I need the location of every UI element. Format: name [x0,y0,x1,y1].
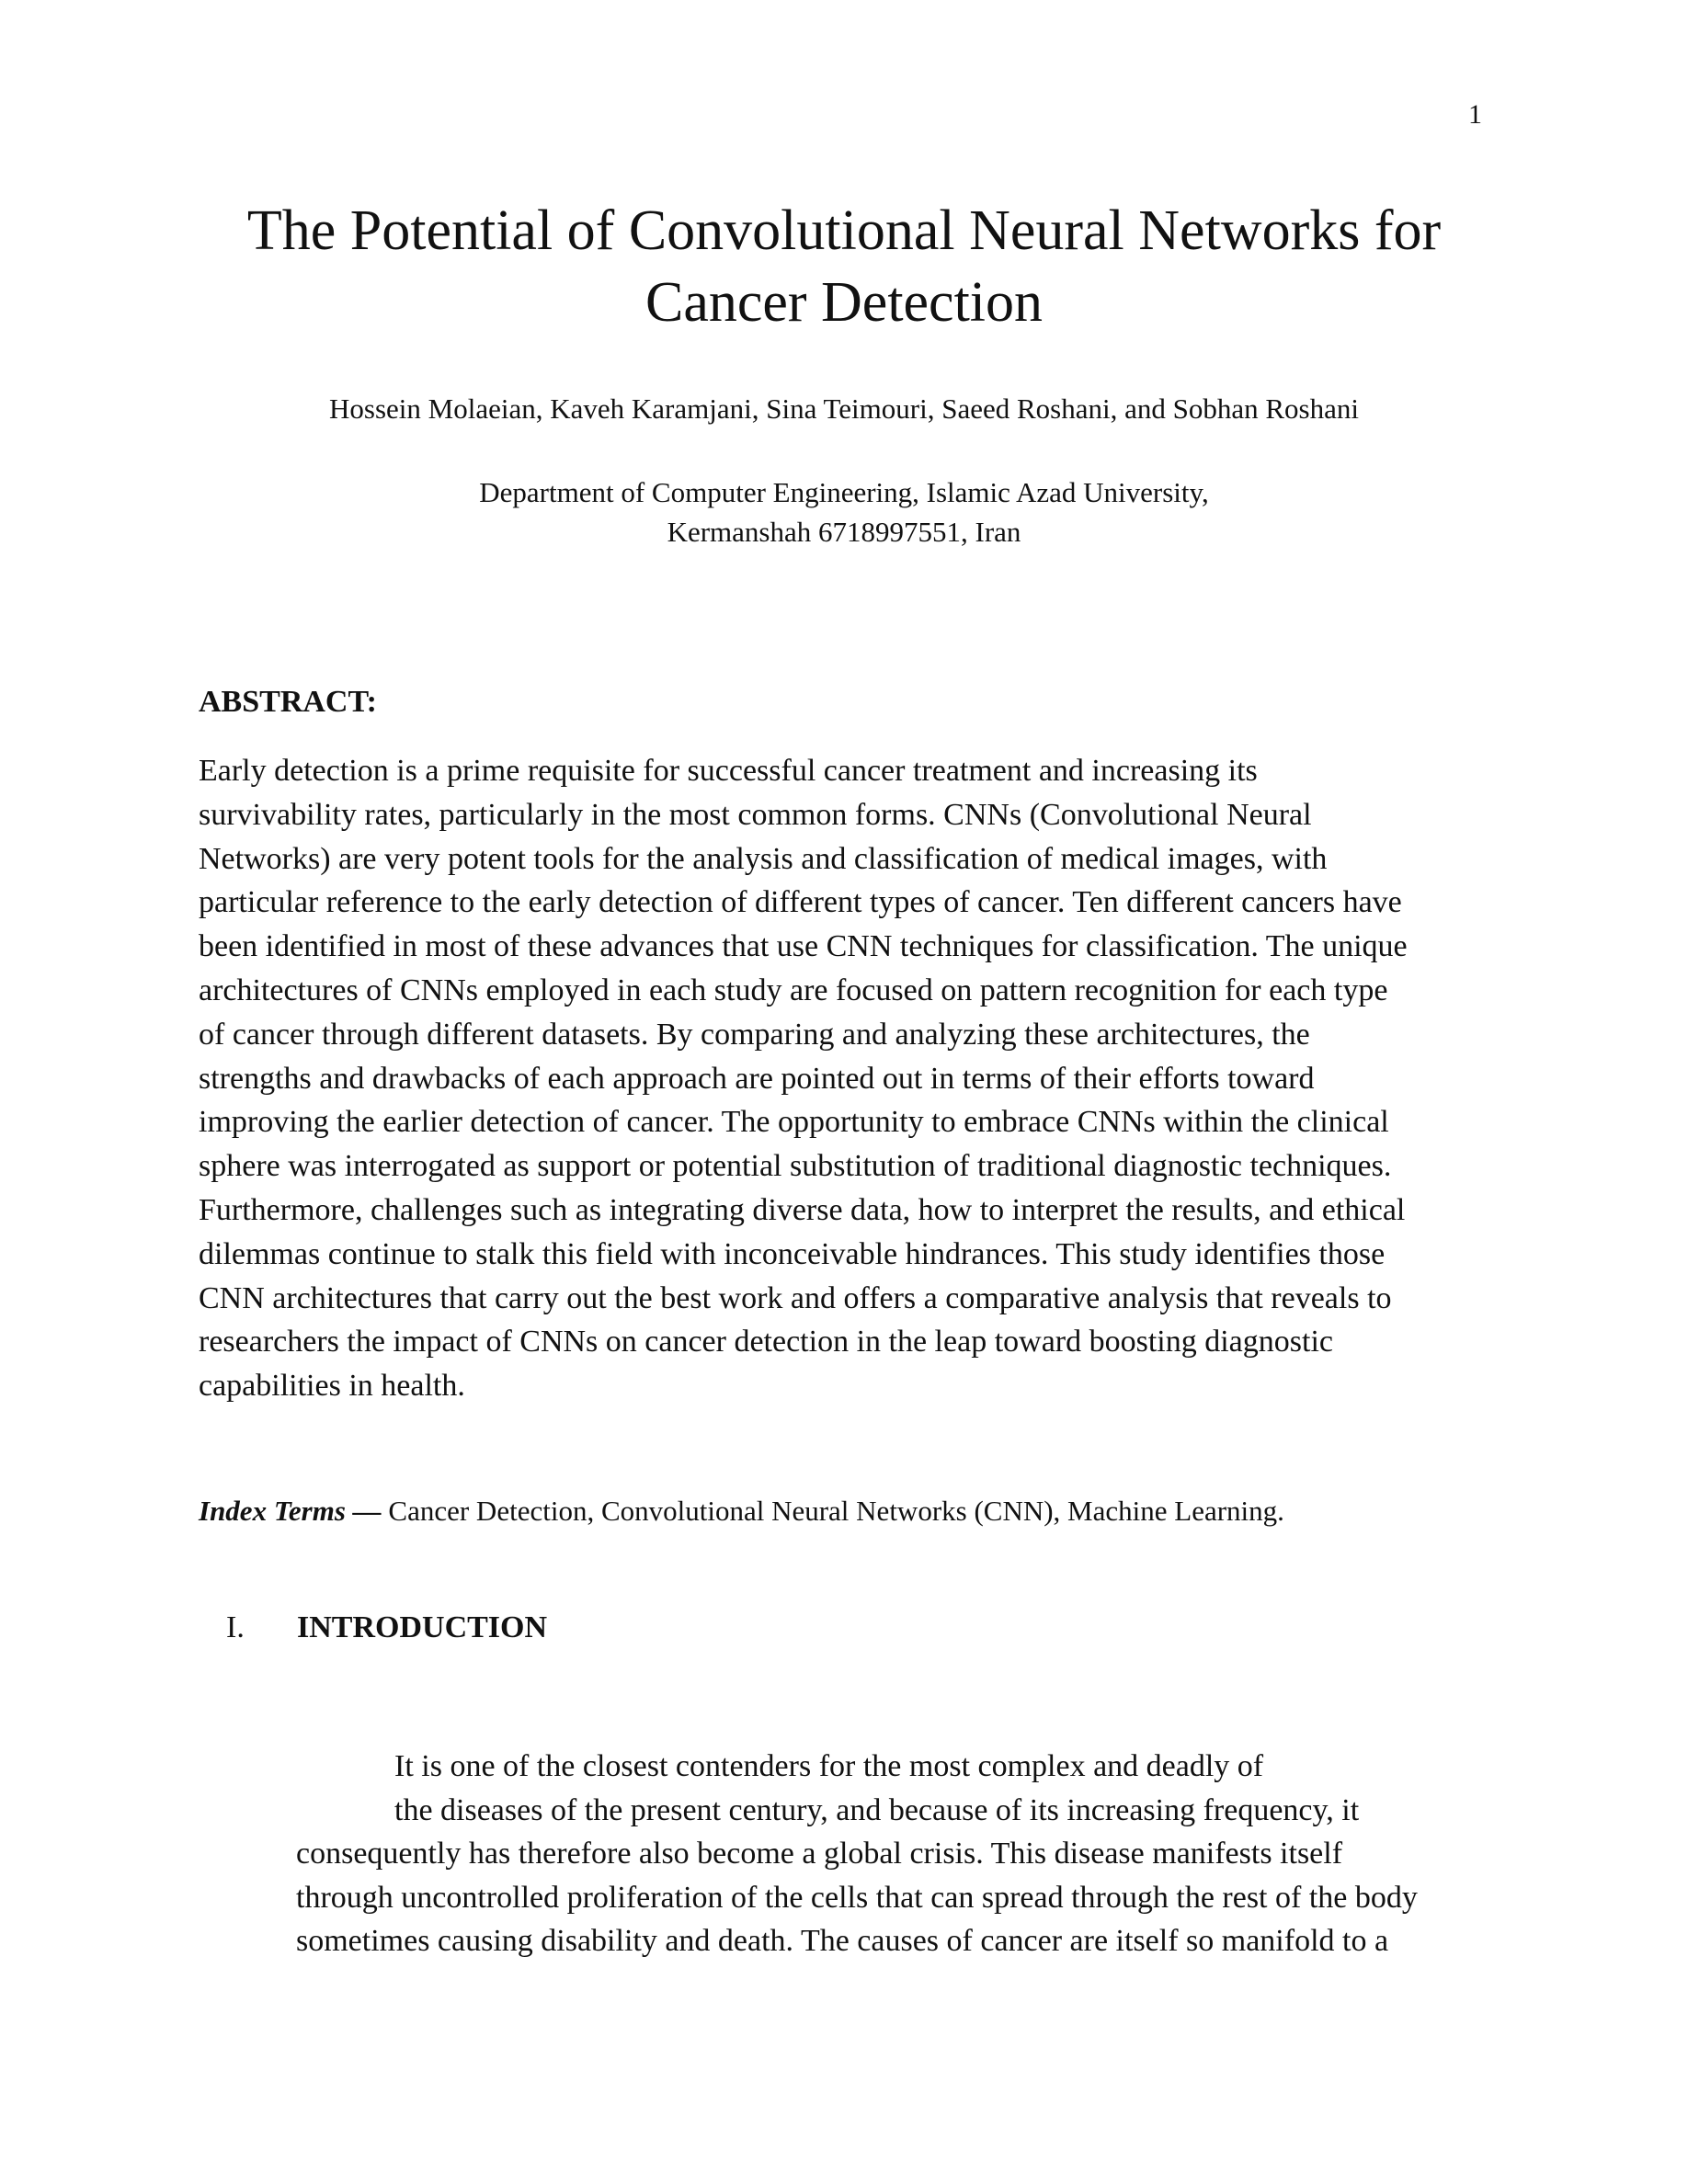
abstract-line: Furthermore, challenges such as integrating diverse data, how to interpret the results, and ethical [199,1192,1406,1227]
introduction-body [296,1745,1500,1963]
affiliation [184,472,1504,552]
abstract-line: dilemmas continue to stalk this field with inconceivable hindrances. This study identifies those [199,1236,1386,1271]
abstract-line: survivability rates, particularly in the most common forms. CNNs (Convolutional Neural [199,797,1312,832]
abstract-line: CNN architectures that carry out the best work and offers a comparative analysis that reveals to [199,1280,1392,1315]
abstract-line: of cancer through different datasets. By comparing and analyzing these architectures, the [199,1017,1310,1052]
author-list: Hossein Molaeian, Kaveh Karamjani, Sina Teimouri, Saeed Roshani, and Sobhan Roshani [329,392,1359,425]
affiliation-line: Kermanshah 6718997551, Iran [667,516,1021,548]
intro-line: sometimes causing disability and death. The causes of cancer are itself so manifold to a [296,1924,1389,1959]
section-title: INTRODUCTION [297,1610,548,1644]
abstract-body [199,749,1495,1408]
affiliation-line: Department of Computer Engineering, Islamic Azad University, [479,476,1209,508]
paper-title [184,195,1504,338]
intro-line: consequently has therefore also become a global crisis. This disease manifests itself [296,1837,1343,1871]
page-number: 1 [1468,99,1482,130]
abstract-line: been identified in most of these advances that use CNN techniques for classification. The unique [199,929,1408,964]
title-line: The Potential of Convolutional Neural Networks for [246,199,1442,262]
abstract-line: capabilities in health. [199,1369,465,1404]
abstract-heading: ABSTRACT: [199,685,377,719]
abstract-line: strengths and drawbacks of each approach are pointed out in terms of their efforts toward [199,1061,1315,1096]
intro-line: It is one of the closest contenders for the most complex and deadly of [394,1749,1264,1783]
index-terms-label: Index Terms — [199,1495,382,1527]
abstract-line: sphere was interrogated as support or potential substitution of traditional diagnostic techniques. [199,1149,1392,1184]
abstract-line: Networks) are very potent tools for the analysis and classification of medical images, with [199,841,1328,876]
abstract-line: Early detection is a prime requisite for successful cancer treatment and increasing its [199,754,1258,788]
intro-line: the diseases of the present century, and because of its increasing frequency, it [394,1792,1360,1827]
section-numeral: I. [226,1610,245,1644]
section-heading-introduction [226,1610,547,1645]
index-terms [199,1493,1284,1530]
abstract-line: researchers the impact of CNNs on cancer detection in the leap toward boosting diagnostic [199,1325,1333,1359]
abstract-line: improving the earlier detection of cancer. The opportunity to embrace CNNs within the clinical [199,1105,1389,1140]
index-terms-text: Cancer Detection, Convolutional Neural Networks (CNN), Machine Learning. [381,1495,1284,1527]
intro-line: through uncontrolled proliferation of the cells that can spread through the rest of the body [296,1880,1418,1915]
title-line: Cancer Detection [644,271,1044,334]
abstract-line: particular reference to the early detection of different types of cancer. Ten different cancers have [199,885,1402,920]
abstract-line: architectures of CNNs employed in each study are focused on pattern recognition for each type [199,973,1388,1007]
